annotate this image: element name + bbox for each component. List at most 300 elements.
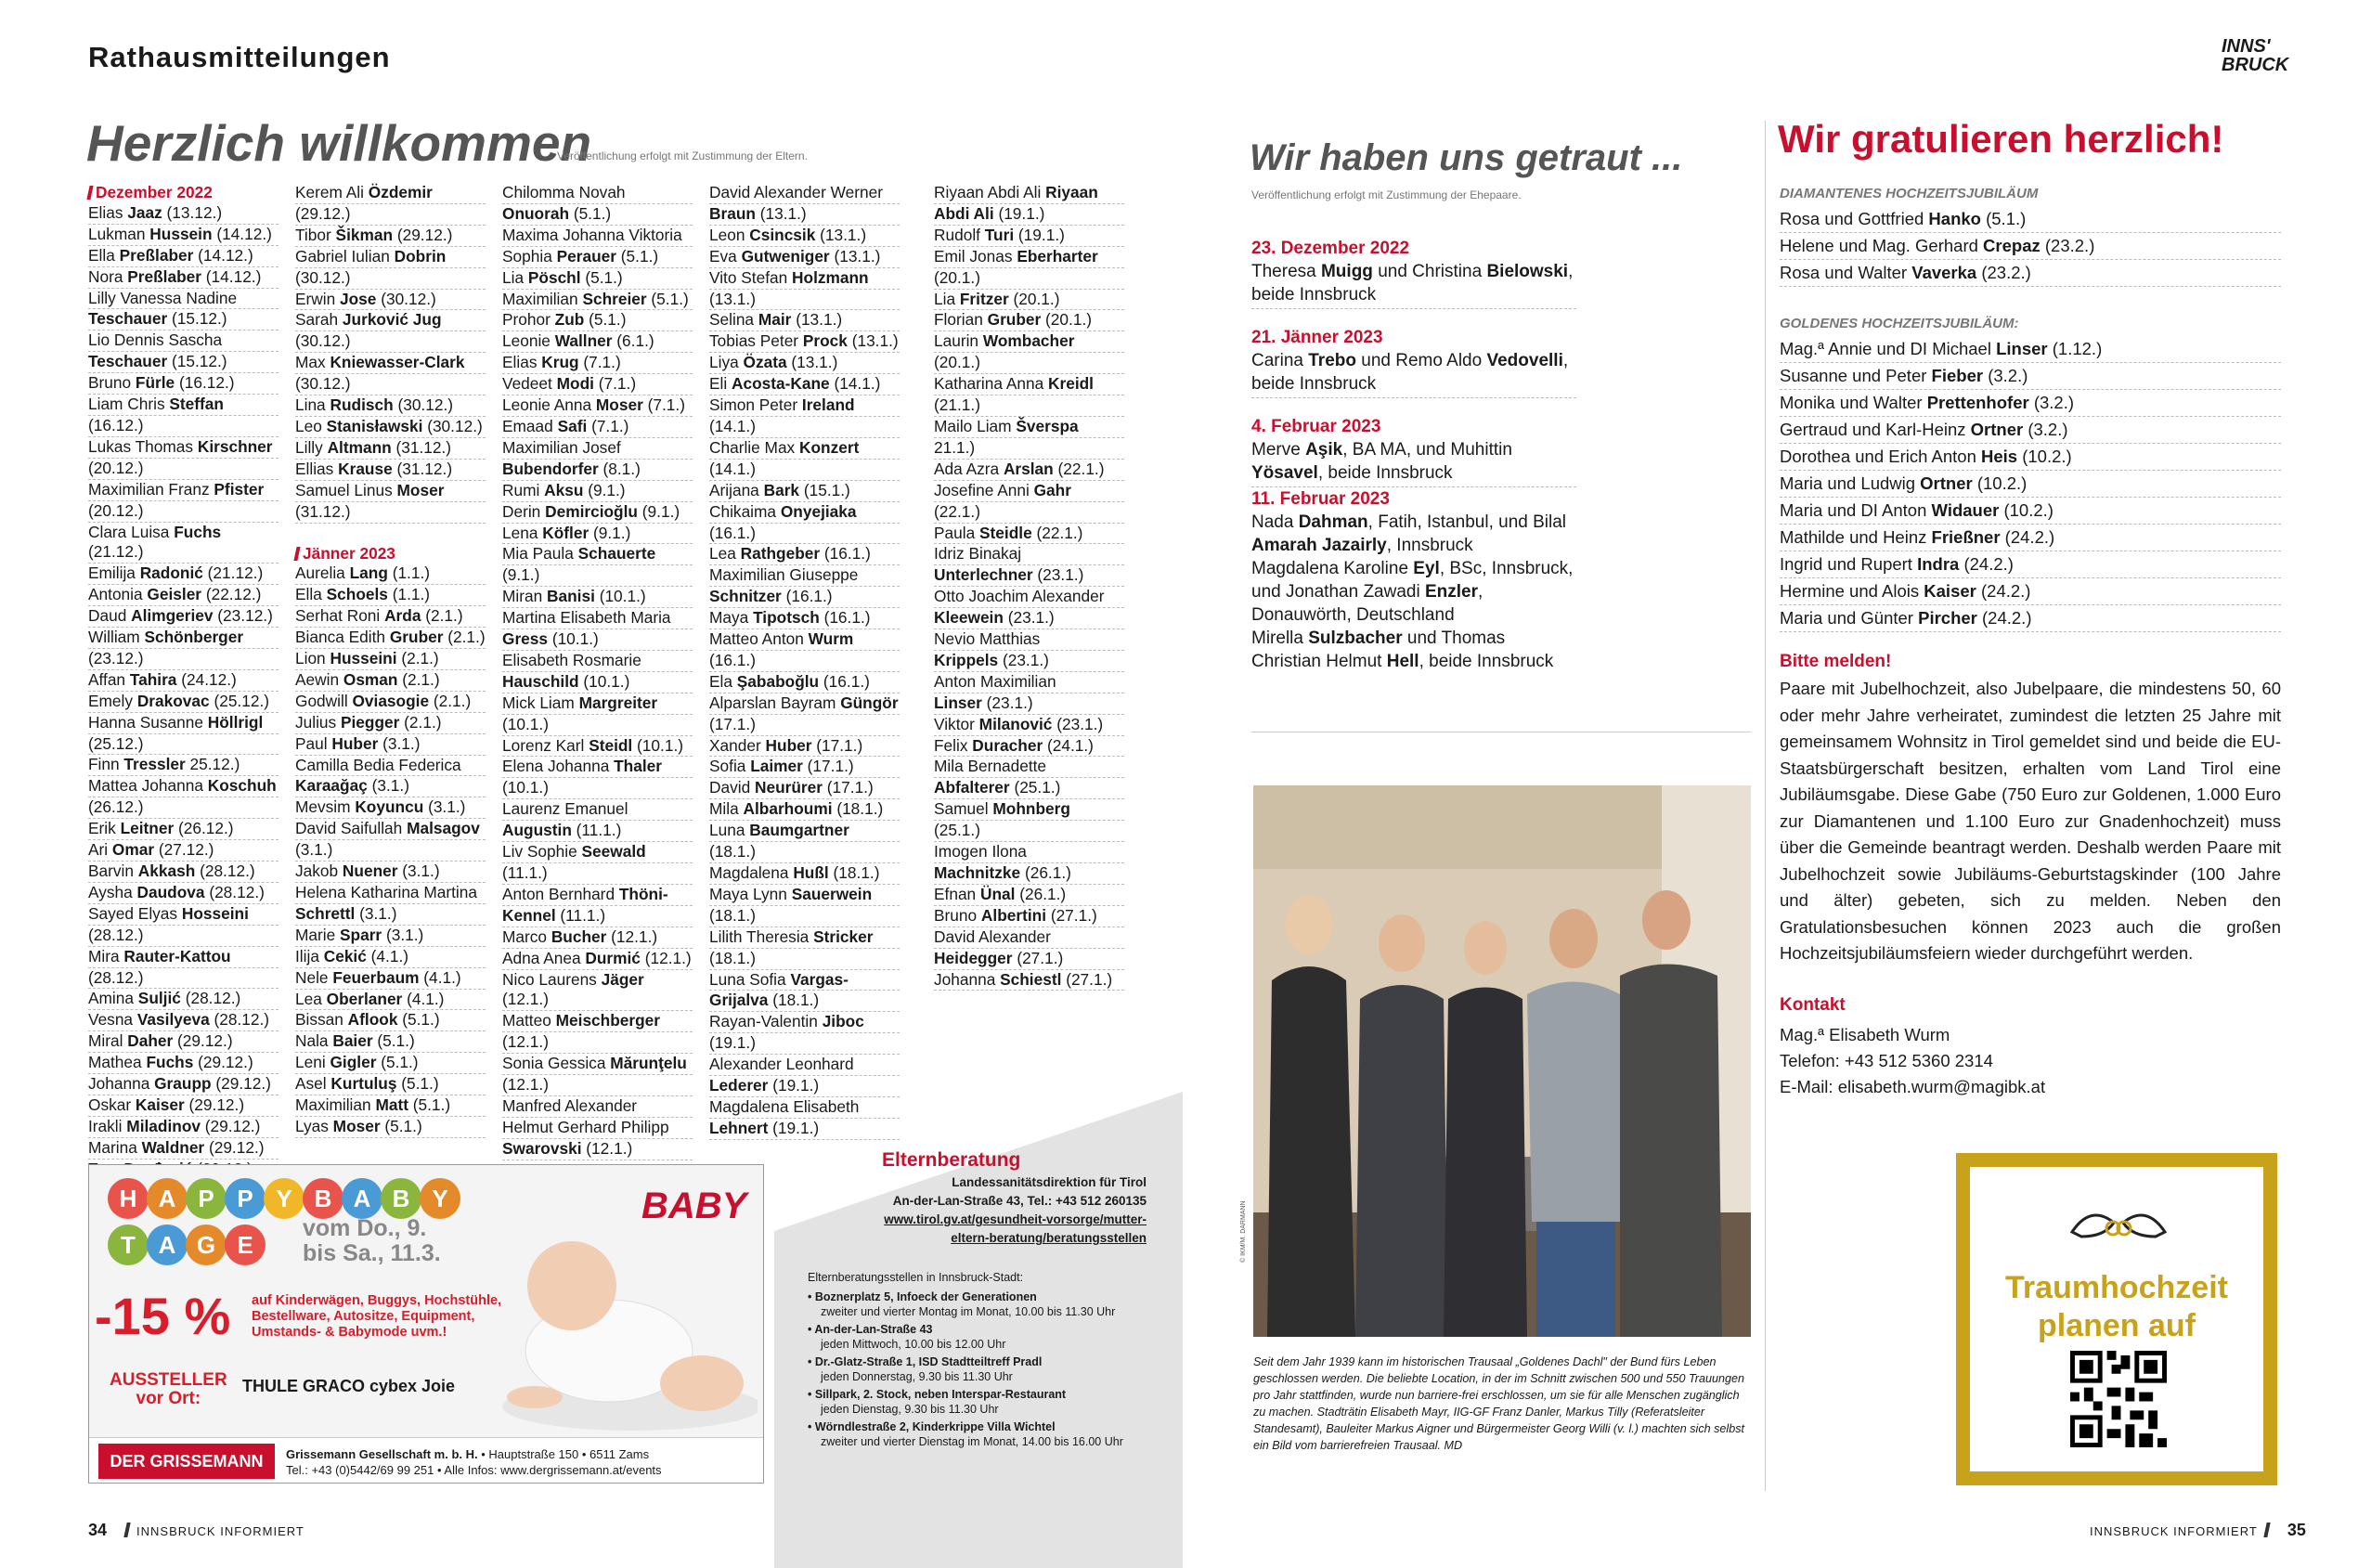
birth-entry bbox=[934, 481, 1124, 502]
birth-entry bbox=[295, 564, 486, 585]
birth-date: (5.1.) bbox=[396, 1074, 439, 1094]
birth-date: (13.1.) bbox=[791, 310, 843, 330]
last-name: Machnitzke bbox=[934, 863, 1021, 882]
first-name: Luna Sofia bbox=[709, 969, 791, 989]
birth-date: (29.12.) bbox=[193, 1053, 253, 1072]
birth-date: (12.1.) bbox=[502, 990, 549, 1009]
first-name: Laurin bbox=[934, 331, 983, 351]
birth-entry bbox=[709, 927, 900, 949]
birth-entry bbox=[502, 183, 693, 204]
birth-entry bbox=[295, 204, 486, 226]
first-name: (11.1.) bbox=[502, 863, 548, 882]
birth-date: 25.12.) bbox=[185, 755, 240, 774]
first-name: Lukas Thomas bbox=[88, 436, 198, 456]
first-name: Lena bbox=[502, 523, 543, 542]
first-name: David bbox=[709, 778, 755, 797]
birth-entry bbox=[295, 502, 486, 524]
first-name: David Alexander Werner bbox=[709, 183, 883, 201]
first-name: Maximilian Giuseppe bbox=[709, 565, 859, 585]
birth-date: (16.1.) bbox=[781, 587, 833, 606]
first-name: (28.12.) bbox=[88, 967, 144, 987]
last-name: Arda bbox=[384, 606, 421, 626]
first-name: Nico Laurens bbox=[502, 969, 602, 989]
birth-date: (22.1.) bbox=[1031, 523, 1083, 542]
birth-entry bbox=[934, 757, 1124, 778]
letter-ball: T bbox=[108, 1225, 149, 1265]
birth-date: (5.1.) bbox=[397, 1010, 440, 1030]
birth-date: (27.1.) bbox=[1061, 969, 1113, 989]
first-name: Affan bbox=[88, 669, 130, 689]
first-name: Johanna bbox=[934, 969, 1001, 989]
logo-line-top: INNS' bbox=[2222, 36, 2271, 57]
letter-ball: H bbox=[108, 1178, 149, 1219]
birth-entry bbox=[709, 247, 900, 268]
birth-entry bbox=[295, 1074, 486, 1095]
last-name: Güngör bbox=[840, 693, 899, 712]
wedding-entry: Nada Dahman, Fatih, Istanbul, und Bilal Amarah Jazairly, Innsbruck bbox=[1251, 512, 1567, 555]
birth-date: (13.1.) bbox=[847, 331, 899, 351]
first-name: (9.1.) bbox=[502, 565, 540, 585]
birth-entry bbox=[934, 460, 1124, 481]
last-name: Hosseini bbox=[181, 903, 249, 923]
birth-column-2 bbox=[295, 183, 486, 1138]
birth-date: (19.1.) bbox=[768, 1118, 820, 1137]
birth-entry bbox=[709, 353, 900, 374]
birth-entry bbox=[88, 649, 279, 670]
birth-entry bbox=[88, 606, 279, 628]
birth-date: (18.1.) bbox=[768, 991, 820, 1010]
last-name: Oviasogie bbox=[352, 691, 430, 710]
first-name: Alparslan Bayram bbox=[709, 693, 841, 712]
elternberatung-location bbox=[808, 1387, 1170, 1418]
last-name: Kirschner bbox=[197, 436, 273, 456]
birth-entry bbox=[295, 968, 486, 990]
birth-date: (7.1.) bbox=[578, 353, 621, 372]
first-name: Riyaan Abdi Ali bbox=[934, 183, 1046, 201]
birth-date: (5.1.) bbox=[569, 203, 612, 223]
last-name: Daudova bbox=[136, 882, 205, 901]
birth-entry bbox=[88, 1074, 279, 1095]
jubilee-couple: Ingrid und Rupert Indra (24.2.) bbox=[1780, 551, 2281, 578]
birth-entry bbox=[709, 799, 900, 821]
last-name: Sauerwein bbox=[791, 884, 873, 903]
birth-entry bbox=[934, 587, 1124, 608]
birth-entry bbox=[709, 481, 900, 502]
first-name: Paula bbox=[934, 523, 980, 542]
first-name: Aysha bbox=[88, 882, 137, 901]
last-name: Aflook bbox=[347, 1010, 398, 1030]
birth-entry bbox=[295, 756, 486, 777]
birth-entry bbox=[502, 374, 693, 395]
birth-date: (13.12.) bbox=[162, 202, 223, 222]
birth-entry bbox=[934, 353, 1124, 374]
birth-entry bbox=[88, 1095, 279, 1117]
last-name: Piegger bbox=[340, 712, 400, 732]
last-name: Wurm bbox=[808, 629, 854, 649]
birth-entry bbox=[502, 693, 693, 715]
qr-code-icon[interactable] bbox=[2070, 1351, 2167, 1447]
last-name: Jurković Jug bbox=[342, 310, 442, 330]
birth-entry bbox=[88, 564, 279, 585]
birth-entry bbox=[709, 757, 900, 778]
birth-entry bbox=[934, 438, 1124, 460]
first-name: (28.12.) bbox=[88, 925, 144, 944]
last-name: Gruber bbox=[389, 628, 444, 647]
first-name: Ella bbox=[295, 585, 327, 604]
last-name: Rathgeber bbox=[740, 544, 821, 564]
first-name: Nala bbox=[295, 1031, 333, 1051]
last-name: Koyuncu bbox=[355, 797, 424, 817]
last-name: Graupp bbox=[154, 1074, 212, 1094]
birth-date: (21.12.) bbox=[88, 542, 144, 562]
birth-entry bbox=[295, 183, 486, 204]
elternberatung-location bbox=[808, 1322, 1170, 1353]
first-name: Bruno bbox=[934, 905, 981, 925]
birth-entry bbox=[934, 736, 1124, 758]
first-name: Serhat Roni bbox=[295, 606, 385, 626]
first-name: Hanna Susanne bbox=[88, 712, 208, 732]
birth-entry bbox=[88, 501, 279, 523]
last-name: Seewald bbox=[581, 842, 646, 862]
birth-date: (20.1.) bbox=[1008, 289, 1060, 308]
last-name: Oberlaner bbox=[326, 989, 403, 1008]
last-name: Matt bbox=[375, 1095, 408, 1115]
birth-date: (5.1.) bbox=[408, 1095, 451, 1115]
birth-entry bbox=[934, 629, 1124, 651]
birth-entry bbox=[709, 524, 900, 545]
first-name: (25.1.) bbox=[934, 821, 980, 840]
promo-text bbox=[1970, 1269, 2263, 1345]
birth-date: (2.1.) bbox=[429, 691, 472, 710]
birth-entry bbox=[88, 225, 279, 246]
bitte-melden-text: Paare mit Jubelhochzeit, also Jubelpaare, die mindestens 50, 60 oder mehr Jahre verheiratet, zumindest die letzten 25 Jahre mit gemeinsamem Wohnsitz in Tirol gemeldet sind und beide die EU-Staatsbürgerschaft besitzen, erhalten vom Land Tirol eine Jubiläumsgabe. Diese Gabe (750 Euro zur Goldenen, 1.000 Euro zur Diamantenen und 1.100 Euro zur Gnadenhochzeit) muss über die Gemeinde beantragt werden. Deshalb werden Paare mit Jubelhochzeit sowie Jubiläums-Geburtstagskinder (100 Jahre und älter) gebeten, sich zu melden. Neben den Gratulationsbesuchen können 2023 auch die großen Hochzeitsjubiläumsfeiern wieder durchgeführt werden. bbox=[1780, 679, 2281, 963]
last-name: Abfalterer bbox=[934, 778, 1010, 797]
birth-entry bbox=[709, 502, 900, 524]
birth-entry bbox=[88, 1117, 279, 1138]
last-name: Daher bbox=[127, 1031, 174, 1051]
last-name: Albertini bbox=[980, 905, 1047, 925]
jubilee-couple: Rosa und Gottfried Hanko (5.1.) bbox=[1780, 206, 2281, 233]
last-name: Margreiter bbox=[578, 693, 658, 712]
birth-date: (13.1.) bbox=[786, 353, 838, 372]
last-name: Csincsik bbox=[749, 225, 816, 244]
first-name: Selina bbox=[709, 310, 758, 330]
first-name: Lyas bbox=[295, 1116, 333, 1135]
birth-date: (10.1.) bbox=[548, 629, 599, 649]
golden-jubilee-label: GOLDENES HOCHZEITSJUBILÄUM: bbox=[1780, 316, 2019, 331]
last-name: Mărunţelu bbox=[610, 1054, 687, 1073]
first-name: Felix bbox=[934, 735, 973, 755]
location-times: zweiter und vierter Montag im Monat, 10.00 bis 11.30 Uhr bbox=[821, 1305, 1116, 1318]
last-name: Hußl bbox=[793, 863, 829, 882]
birth-date: (22.12.) bbox=[201, 585, 262, 604]
birth-column-4 bbox=[709, 183, 900, 1140]
birth-entry bbox=[502, 715, 693, 736]
first-name: Mailo Liam bbox=[934, 416, 1017, 435]
first-name: Emil Jonas bbox=[934, 246, 1017, 266]
first-name: Nevio Matthias bbox=[934, 629, 1041, 649]
birth-entry bbox=[502, 799, 693, 821]
ad-exhibitors-line-1: AUSSTELLER bbox=[110, 1370, 227, 1390]
first-name: (16.12.) bbox=[88, 415, 144, 434]
birth-entry bbox=[88, 904, 279, 926]
first-name: Marina bbox=[88, 1137, 142, 1157]
elternberatung-link-2[interactable]: eltern-beratung/beratungsstellen bbox=[951, 1231, 1147, 1245]
ad-footer bbox=[89, 1437, 763, 1484]
birth-date: (2.1.) bbox=[443, 628, 486, 647]
birth-date: (2.1.) bbox=[421, 606, 463, 626]
wedding-planner-promo[interactable] bbox=[1956, 1153, 2277, 1485]
first-name: Mick Liam bbox=[502, 693, 579, 712]
spacer bbox=[295, 524, 486, 544]
birth-entry bbox=[502, 629, 693, 651]
first-name: Liam Chris bbox=[88, 395, 170, 414]
birth-date: (29.12.) bbox=[201, 1116, 261, 1135]
birth-entry bbox=[709, 417, 900, 438]
birth-entry bbox=[709, 1055, 900, 1076]
birth-entry bbox=[709, 778, 900, 799]
birth-entry bbox=[295, 481, 486, 502]
last-name: Albarhoumi bbox=[743, 799, 833, 819]
last-name: Schauerte bbox=[577, 544, 656, 564]
birth-entry bbox=[934, 778, 1124, 799]
first-name: Finn bbox=[88, 755, 124, 774]
first-name: Nora bbox=[88, 266, 128, 286]
last-name: Özata bbox=[743, 353, 787, 372]
first-name: Eva bbox=[709, 246, 742, 266]
birth-entry bbox=[88, 416, 279, 437]
elternberatung-intro: Elternberatungsstellen in Innsbruck-Stadt: bbox=[808, 1271, 1024, 1284]
first-name: (22.1.) bbox=[934, 501, 980, 521]
birth-date: (29.12.) bbox=[211, 1074, 271, 1094]
elternberatung-location bbox=[808, 1354, 1170, 1385]
first-name: Rayan-Valentin bbox=[709, 1012, 823, 1031]
birth-date: (13.1.) bbox=[755, 203, 807, 223]
last-name: Höllrigl bbox=[207, 712, 264, 732]
birth-entry bbox=[295, 797, 486, 819]
wedding-entry: Mirella Sulzbacher und Thomas Christian Helmut Hell, beide Innsbruck bbox=[1251, 628, 1554, 671]
birth-entry bbox=[934, 374, 1124, 395]
birth-date: (21.12.) bbox=[202, 564, 264, 583]
advertisement[interactable] bbox=[88, 1164, 764, 1484]
last-name: Huber bbox=[765, 735, 812, 755]
last-name: Augustin bbox=[502, 821, 572, 840]
slash-icon bbox=[123, 1523, 130, 1537]
birth-entry bbox=[295, 417, 486, 438]
last-name: Wombacher bbox=[982, 331, 1075, 351]
first-name: (12.1.) bbox=[502, 1032, 549, 1052]
letter-ball: P bbox=[225, 1178, 266, 1219]
last-name: Alimgeriev bbox=[131, 606, 214, 626]
last-name: Husseini bbox=[330, 649, 397, 668]
innsbruck-logo bbox=[2222, 37, 2288, 74]
letter-ball: B bbox=[303, 1178, 343, 1219]
birth-date: (29.12.) bbox=[173, 1031, 233, 1051]
first-name: Erwin bbox=[295, 289, 341, 308]
page-number-left: 34 bbox=[88, 1521, 108, 1539]
birth-entry bbox=[502, 460, 693, 481]
last-name: Radonić bbox=[139, 564, 203, 583]
birth-date: (17.1.) bbox=[802, 757, 854, 776]
first-name: Ada Azra bbox=[934, 459, 1004, 478]
last-name: Leitner bbox=[120, 819, 175, 838]
birth-entry bbox=[88, 628, 279, 649]
birth-entry bbox=[295, 290, 486, 311]
birth-entry bbox=[709, 949, 900, 970]
kontakt-details bbox=[1780, 1022, 2045, 1100]
first-name: Mila Bernadette bbox=[934, 757, 1047, 776]
birth-date: (31.12.) bbox=[391, 437, 452, 457]
birth-entry bbox=[502, 736, 693, 758]
last-name: Tipotsch bbox=[753, 608, 820, 628]
birth-entry bbox=[295, 353, 486, 374]
first-name: Samuel bbox=[934, 799, 993, 819]
first-name: (14.1.) bbox=[709, 459, 756, 478]
last-name: Onuorah bbox=[502, 203, 570, 223]
birth-date: (24.1.) bbox=[1043, 735, 1094, 755]
last-name: Hussein bbox=[149, 224, 213, 243]
jubilee-couple: Mag.ª Annie und DI Michael Linser (1.12.) bbox=[1780, 336, 2281, 363]
first-name: Antonia bbox=[88, 585, 148, 604]
birth-entry bbox=[295, 904, 486, 926]
first-name: Liv Sophie bbox=[502, 842, 582, 862]
last-name: Gutweniger bbox=[741, 246, 830, 266]
first-name: Magdalena Elisabeth bbox=[709, 1096, 860, 1116]
jubilee-couple: Monika und Walter Prettenhofer (3.2.) bbox=[1780, 390, 2281, 417]
elternberatung-items bbox=[808, 1289, 1170, 1450]
ad-dates bbox=[303, 1216, 441, 1266]
diamond-jubilee-list bbox=[1780, 206, 2281, 287]
first-name: Anton Maximilian bbox=[934, 671, 1056, 691]
first-name: Manfred Alexander bbox=[502, 1095, 638, 1115]
first-name: (12.1.) bbox=[502, 1075, 549, 1095]
first-name: Helena Katharina Martina bbox=[295, 883, 477, 901]
location-times: jeden Donnerstag, 9.30 bis 11.30 Uhr bbox=[821, 1370, 1013, 1383]
birth-entry bbox=[709, 821, 900, 842]
last-name: Schnitzer bbox=[709, 587, 782, 606]
birth-date: (7.1.) bbox=[587, 416, 629, 435]
last-name: Mair bbox=[758, 310, 792, 330]
first-name: (31.12.) bbox=[295, 501, 351, 521]
last-name: Feuerbaum bbox=[332, 967, 420, 987]
first-name: Helmut Gerhard Philipp bbox=[502, 1117, 669, 1136]
last-name: Huber bbox=[331, 733, 379, 753]
birth-date: (2.1.) bbox=[397, 669, 440, 689]
birth-date: (14.1.) bbox=[829, 374, 881, 394]
birth-entry bbox=[502, 544, 693, 565]
first-name: Lion bbox=[295, 649, 330, 668]
first-name: Imogen Ilona bbox=[934, 842, 1027, 862]
birth-entry bbox=[709, 1033, 900, 1055]
birth-entry bbox=[502, 247, 693, 268]
birth-entry bbox=[709, 906, 900, 927]
last-name: Turi bbox=[984, 225, 1015, 244]
birth-date: (23.1.) bbox=[1003, 608, 1055, 628]
birth-entry bbox=[709, 183, 900, 204]
birth-entry bbox=[934, 799, 1124, 821]
first-name: Lea bbox=[709, 544, 741, 564]
month-heading: Dezember 2022 bbox=[88, 183, 279, 203]
first-name: Johanna bbox=[88, 1074, 155, 1094]
first-name: Lilith Theresia bbox=[709, 927, 814, 946]
first-name: Paul bbox=[295, 733, 332, 753]
birth-date: (14.12.) bbox=[201, 266, 262, 286]
birth-entry bbox=[934, 290, 1124, 311]
birth-entry bbox=[295, 247, 486, 268]
jubilee-couple: Maria und DI Anton Widauer (10.2.) bbox=[1780, 498, 2281, 525]
first-name: Bissan bbox=[295, 1010, 348, 1030]
first-name: Godwill bbox=[295, 691, 353, 710]
first-name: Simon Peter bbox=[709, 395, 802, 415]
last-name: Thaler bbox=[614, 757, 662, 776]
kontakt-phone[interactable]: Telefon: +43 512 5360 2314 bbox=[1780, 1051, 1993, 1070]
birth-date: (2.1.) bbox=[399, 712, 442, 732]
first-name: Magdalena bbox=[709, 863, 794, 882]
birth-entry bbox=[934, 693, 1124, 715]
last-name: Baier bbox=[332, 1031, 373, 1051]
last-name: Moser bbox=[595, 395, 643, 415]
first-name: (21.1.) bbox=[934, 395, 980, 415]
birth-entry bbox=[295, 226, 486, 247]
jubilee-couple: Hermine und Alois Kaiser (24.2.) bbox=[1780, 578, 2281, 605]
first-name: Maya Lynn bbox=[709, 884, 792, 903]
kontakt-email[interactable]: E-Mail: elisabeth.wurm@magibk.at bbox=[1780, 1077, 2046, 1096]
wedding-date: 11. Februar 2023 bbox=[1251, 489, 1390, 509]
last-name: Milanović bbox=[978, 714, 1053, 733]
birth-date: (4.1.) bbox=[419, 967, 461, 987]
location-name: • An-der-Lan-Straße 43 bbox=[808, 1322, 933, 1336]
first-name: (13.1.) bbox=[709, 289, 756, 308]
first-name: (10.1.) bbox=[502, 778, 549, 797]
jubilee-couple: Mathilde und Heinz Frießner (24.2.) bbox=[1780, 525, 2281, 551]
birth-entry bbox=[295, 649, 486, 670]
birth-entry bbox=[709, 565, 900, 587]
birth-date: (9.1.) bbox=[583, 480, 626, 499]
elternberatung-line-2: An-der-Lan-Straße 43, Tel.: +43 512 260135 bbox=[892, 1194, 1147, 1208]
birth-date: (30.12.) bbox=[422, 416, 483, 435]
first-name: Elena Johanna bbox=[502, 757, 615, 776]
birth-entry bbox=[502, 970, 693, 1012]
birth-entry bbox=[934, 395, 1124, 417]
birth-entry bbox=[88, 989, 279, 1010]
first-name: Vedeet bbox=[502, 374, 557, 394]
last-name: Drakovac bbox=[136, 691, 210, 710]
birth-date: (10.1.) bbox=[632, 735, 683, 755]
last-name: Jose bbox=[340, 289, 377, 308]
first-name: Leo bbox=[295, 416, 327, 435]
birth-entry bbox=[88, 947, 279, 968]
birth-entry bbox=[295, 310, 486, 331]
elternberatung-link-1[interactable]: www.tirol.gv.at/gesundheit-vorsorge/mutter- bbox=[884, 1212, 1147, 1226]
first-name: Asel bbox=[295, 1074, 331, 1094]
birth-entry bbox=[88, 1031, 279, 1053]
last-name: Köfler bbox=[542, 523, 590, 542]
footer-right bbox=[2090, 1521, 2306, 1540]
birth-date: (13.1.) bbox=[815, 225, 867, 244]
first-name: Mattea Johanna bbox=[88, 776, 208, 796]
birth-entry bbox=[502, 949, 693, 970]
golden-jubilee-list bbox=[1780, 336, 2281, 632]
birth-date: (11.1.) bbox=[571, 821, 622, 840]
first-name: Leni bbox=[295, 1053, 330, 1072]
first-name: Maximilian Franz bbox=[88, 479, 214, 499]
first-name: Barvin bbox=[88, 862, 138, 880]
birth-entry bbox=[502, 524, 693, 545]
last-name: Pfister bbox=[214, 479, 265, 499]
wedding-entry: Carina Trebo und Remo Aldo Vedovelli, beide Innsbruck bbox=[1251, 349, 1576, 398]
first-name: Laurenz Emanuel bbox=[502, 799, 628, 819]
birth-entry bbox=[934, 970, 1124, 991]
